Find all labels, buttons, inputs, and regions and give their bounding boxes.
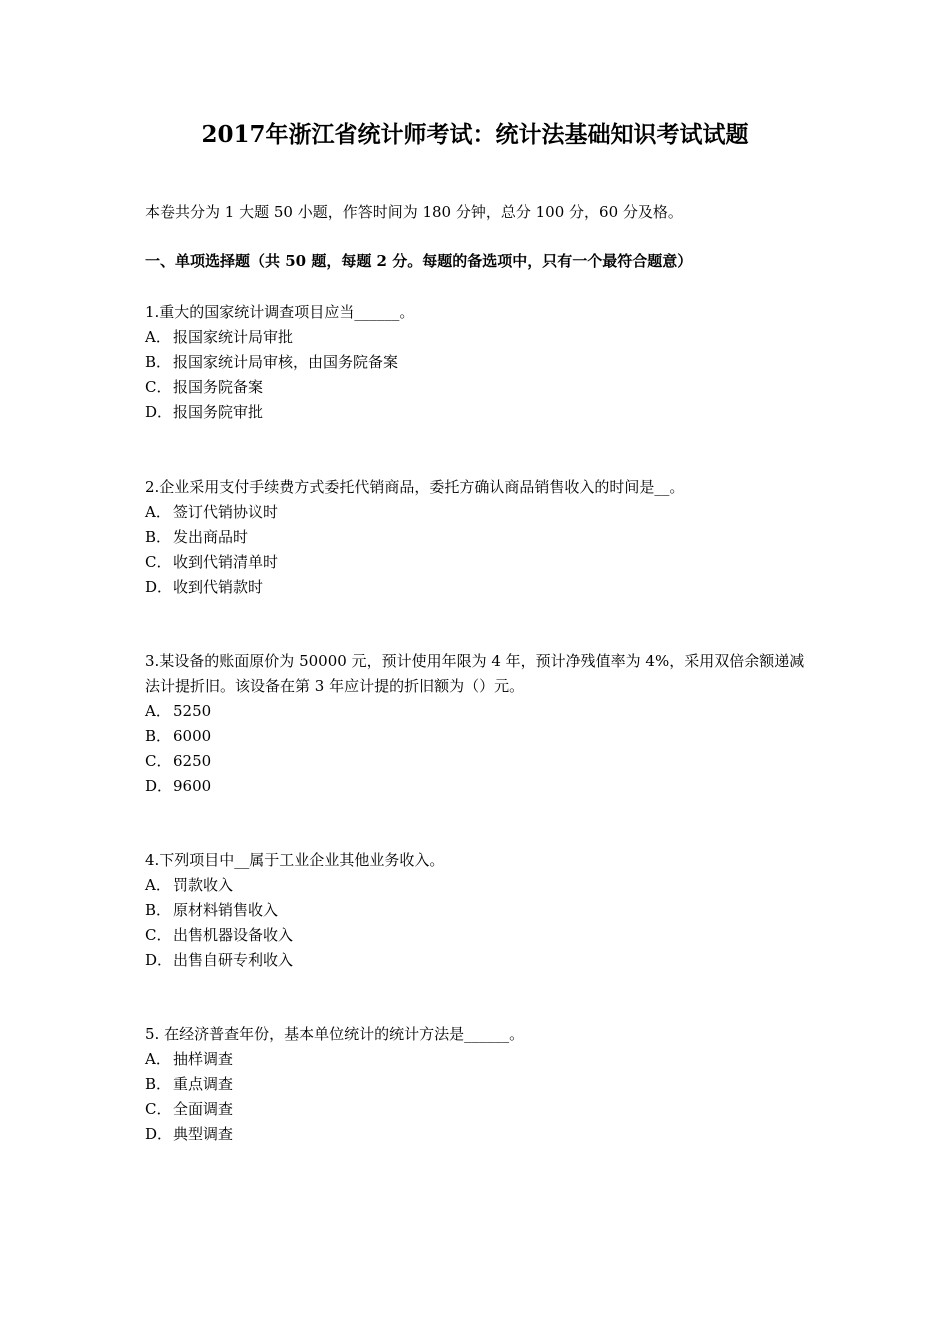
option-letter: B． [145,353,172,371]
option-a [145,699,815,724]
option-letter: D． [145,951,173,969]
section-heading: 一、单项选择题（共 50 题，每题 2 分。每题的备选项中，只有一个最符合题意） [145,252,693,270]
option-letter: A． [145,503,171,521]
option-letter: C． [145,752,172,770]
option-text: 典型调查 [173,1125,234,1143]
option-text: 全面调查 [173,1100,234,1118]
option-text: 9600 [173,777,212,795]
option-list [145,500,815,600]
option-text: 重点调查 [173,1075,234,1093]
option-letter: B． [145,528,172,546]
option-d [145,400,815,425]
option-a [145,873,815,898]
option-letter: A． [145,702,171,720]
option-letter: B． [145,1075,172,1093]
question-2 [145,475,815,600]
option-text: 原材料销售收入 [173,901,279,919]
option-b [145,525,815,550]
option-text: 6250 [173,752,212,770]
option-letter: C． [145,926,172,944]
question-5 [145,1022,815,1147]
option-text: 出售机器设备收入 [173,926,294,944]
option-list [145,325,815,425]
question-stem: 5. 在经济普查年份，基本单位统计的统计方法是______。 [145,1025,525,1043]
option-letter: D． [145,578,173,596]
option-b [145,898,815,923]
option-a [145,325,815,350]
option-a [145,1047,815,1072]
option-d [145,948,815,973]
option-text: 报国家统计局审核，由国务院备案 [173,353,399,371]
option-text: 报国家统计局审批 [173,328,294,346]
option-letter: A． [145,1050,171,1068]
option-letter: B． [145,727,172,745]
option-text: 收到代销款时 [173,578,264,596]
option-list [145,1047,815,1147]
question-3 [145,649,815,799]
option-text: 5250 [173,702,212,720]
option-letter: A． [145,328,171,346]
option-text: 出售自研专利收入 [173,951,294,969]
question-4 [145,848,815,973]
exam-intro: 本卷共分为 1 大题 50 小题，作答时间为 180 分钟，总分 100 分，60 分及格。 [145,203,683,221]
option-letter: C． [145,378,172,396]
option-c [145,749,815,774]
question-stem: 2.企业采用支付手续费方式委托代销商品，委托方确认商品销售收入的时间是__。 [145,478,685,496]
question-1 [145,300,815,425]
option-letter: B． [145,901,172,919]
question-stem: 1.重大的国家统计调查项目应当______。 [145,303,415,321]
option-c [145,923,815,948]
option-text: 抽样调查 [173,1050,234,1068]
option-c [145,375,815,400]
option-d [145,1122,815,1147]
option-text: 罚款收入 [173,876,234,894]
option-text: 签订代销协议时 [173,503,279,521]
option-letter: C． [145,553,172,571]
option-d [145,774,815,799]
option-c [145,1097,815,1122]
option-letter: D． [145,1125,173,1143]
option-text: 6000 [173,727,212,745]
option-text: 报国务院审批 [173,403,264,421]
option-text: 收到代销清单时 [173,553,279,571]
option-b [145,350,815,375]
option-text: 发出商品时 [173,528,249,546]
option-letter: C． [145,1100,172,1118]
option-letter: D． [145,403,173,421]
option-list [145,873,815,973]
option-b [145,724,815,749]
option-a [145,500,815,525]
question-stem: 3.某设备的账面原价为 50000 元，预计使用年限为 4 年，预计净残值率为 4%，采用双倍余额递减法计提折旧。该设备在第 3 年应计提的折旧额为（）元。 [145,652,805,695]
option-b [145,1072,815,1097]
page-title: 2017年浙江省统计师考试：统计法基础知识考试试题 [201,121,749,148]
option-list [145,699,815,799]
option-letter: A． [145,876,171,894]
option-c [145,550,815,575]
option-letter: D． [145,777,173,795]
option-text: 报国务院备案 [173,378,264,396]
question-stem: 4.下列项目中__属于工业企业其他业务收入。 [145,851,445,869]
option-d [145,575,815,600]
